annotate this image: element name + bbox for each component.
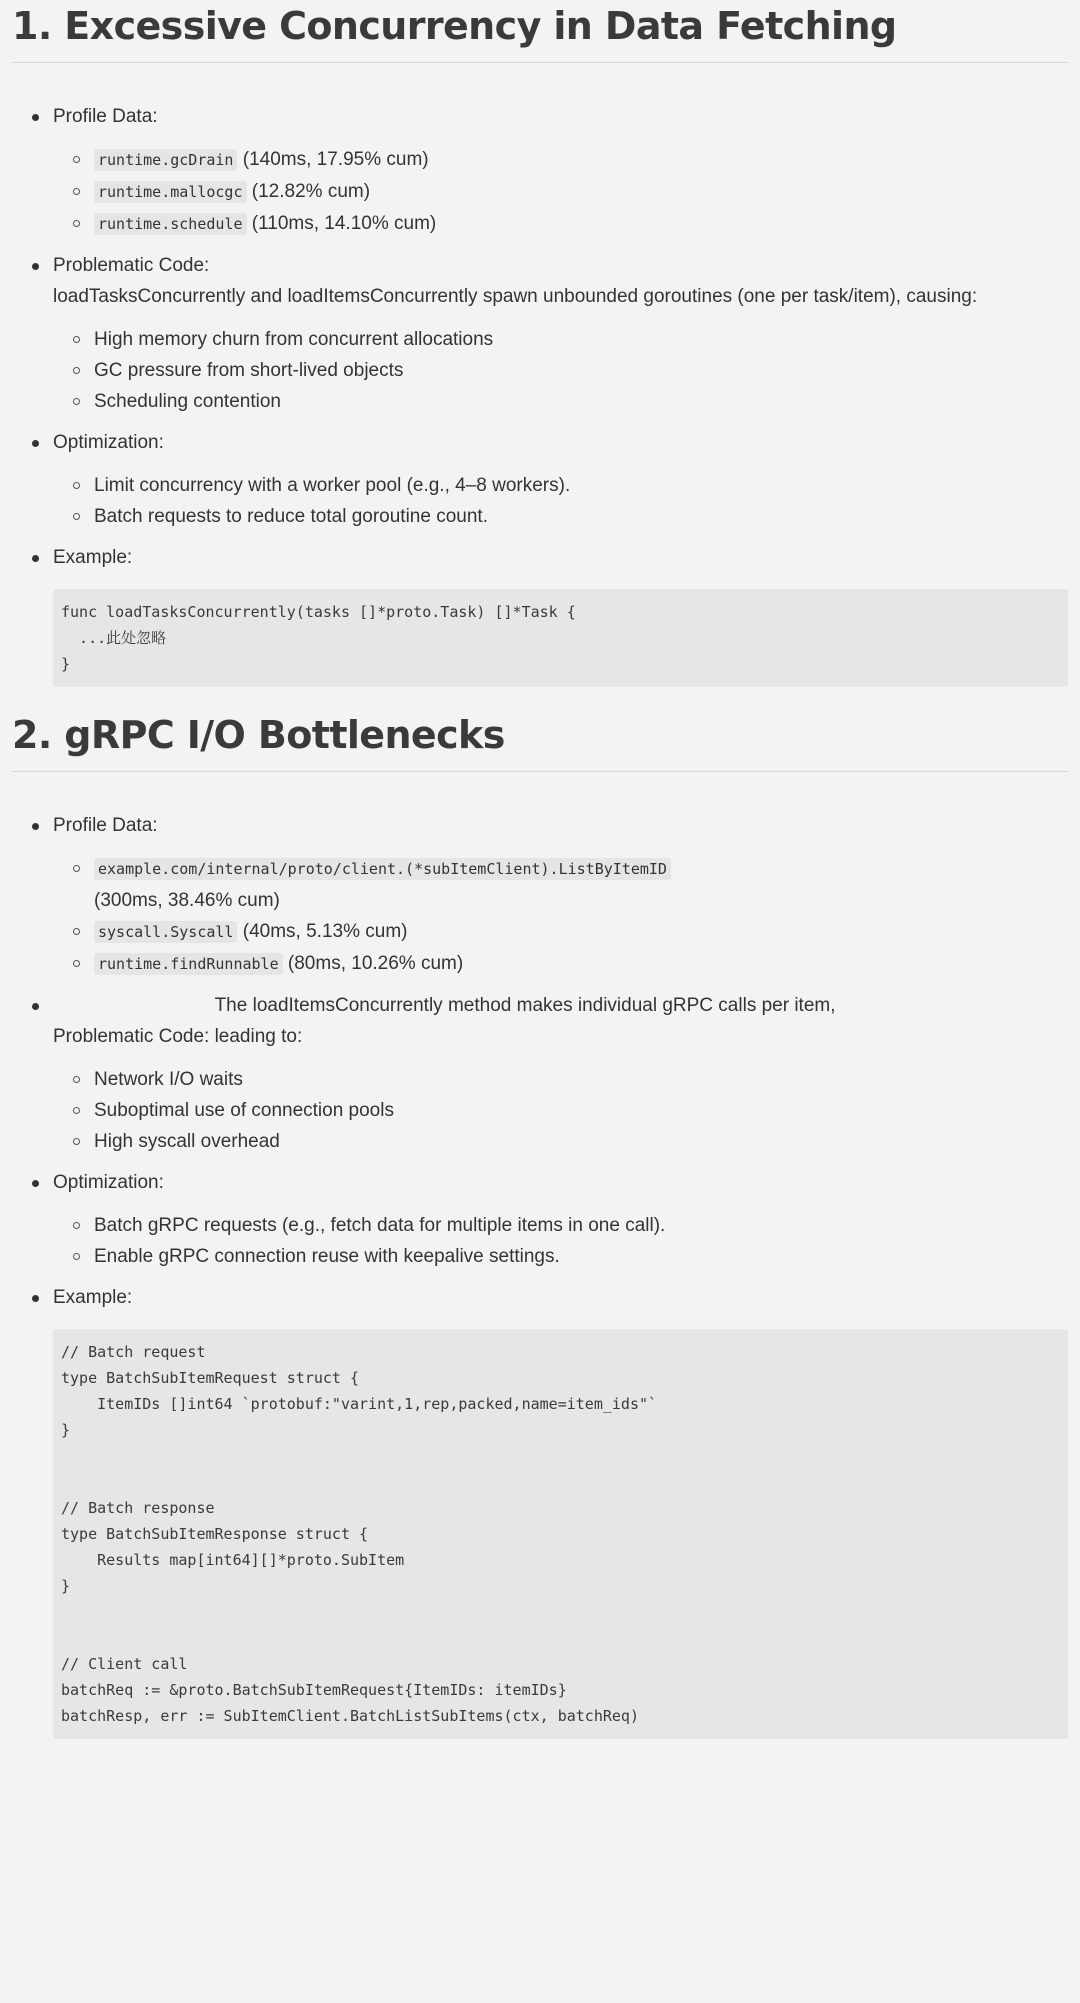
profile-data-item	[30, 810, 1068, 980]
section-grpc-io	[12, 697, 1068, 1739]
profile-data-item	[30, 101, 1068, 240]
list-item: Batch requests to reduce total goroutine count.	[73, 501, 1068, 532]
optimization-label: Optimization:	[53, 1172, 164, 1193]
problematic-code-item	[30, 990, 1068, 1157]
list-item	[73, 916, 1068, 948]
problematic-code-description: The loadItemsConcurrently method makes individual gRPC calls per item, leading to:	[214, 995, 836, 1047]
section-excessive-concurrency	[12, 0, 1068, 687]
code-block[interactable]: // Batch request type BatchSubItemRequest struct { ItemIDs []int64 `protobuf:"varint,1,rep,packed,name=item_ids"` } // Batch response type BatchSubItemResponse struct { Results map[int64][]*proto.SubItem } // Client call batchReq := &proto.BatchSubItemRequest{ItemIDs: itemIDs} batchResp, err := SubItemClient.BatchListSubItems(ctx, batchReq)	[53, 1329, 1068, 1739]
code-block[interactable]: func loadTasksConcurrently(tasks []*proto.Task) []*Task { ...此处忽略 }	[53, 589, 1068, 687]
list-item: High syscall overhead	[73, 1126, 1068, 1157]
list-item	[73, 144, 1068, 176]
list-item: Limit concurrency with a worker pool (e.g., 4–8 workers).	[73, 470, 1068, 501]
list-item: High memory churn from concurrent allocations	[73, 324, 1068, 355]
list-item	[73, 853, 1068, 916]
profile-metric: (12.82% cum)	[246, 181, 371, 202]
section-1-heading: 1. Excessive Concurrency in Data Fetching	[12, 0, 1068, 63]
list-item: Network I/O waits	[73, 1064, 1068, 1095]
list-item: Scheduling contention	[73, 386, 1068, 417]
list-item	[73, 208, 1068, 240]
optimization-item	[30, 427, 1068, 532]
section-2-heading: 2. gRPC I/O Bottlenecks	[12, 697, 1068, 772]
problem-list	[53, 324, 1068, 417]
example-item	[30, 542, 1068, 687]
function-name: syscall.Syscall	[94, 921, 237, 943]
profile-data-label: Profile Data:	[53, 815, 158, 836]
profile-metric: (140ms, 17.95% cum)	[237, 149, 429, 170]
profile-metric: (110ms, 14.10% cum)	[246, 213, 437, 234]
list-item: GC pressure from short-lived objects	[73, 355, 1068, 386]
optimization-list	[53, 1210, 1068, 1272]
problematic-code-description: loadTasksConcurrently and loadItemsConcurrently spawn unbounded goroutines (one per task/item), causing:	[53, 286, 978, 307]
list-item	[73, 948, 1068, 980]
list-item	[73, 176, 1068, 208]
optimization-list	[53, 470, 1068, 532]
function-name: example.com/internal/proto/client.(*subItemClient).ListByItemID	[94, 858, 671, 880]
problem-list	[53, 1064, 1068, 1157]
profile-data-list	[53, 853, 1068, 980]
profile-metric: (300ms, 38.46% cum)	[94, 890, 280, 911]
list-item: Suboptimal use of connection pools	[73, 1095, 1068, 1126]
example-item	[30, 1282, 1068, 1739]
optimization-item	[30, 1167, 1068, 1272]
problematic-code-item	[30, 250, 1068, 417]
profile-data-label: Profile Data:	[53, 106, 158, 127]
problematic-code-label: Problematic Code:	[53, 255, 210, 276]
function-name: runtime.mallocgc	[94, 181, 247, 203]
profile-data-list	[53, 144, 1068, 240]
function-name: runtime.findRunnable	[94, 953, 283, 975]
list-item: Batch gRPC requests (e.g., fetch data for multiple items in one call).	[73, 1210, 1068, 1241]
section-2-list	[12, 772, 1068, 1739]
profile-metric: (80ms, 10.26% cum)	[282, 953, 464, 974]
optimization-label: Optimization:	[53, 432, 164, 453]
example-label: Example:	[53, 1287, 133, 1308]
section-1-list	[12, 63, 1068, 687]
list-item: Enable gRPC connection reuse with keepalive settings.	[73, 1241, 1068, 1272]
problematic-code-label: Problematic Code:	[53, 1026, 210, 1047]
function-name: runtime.schedule	[94, 213, 247, 235]
function-name: runtime.gcDrain	[94, 149, 237, 171]
profile-metric: (40ms, 5.13% cum)	[237, 921, 408, 942]
example-label: Example:	[53, 547, 133, 568]
